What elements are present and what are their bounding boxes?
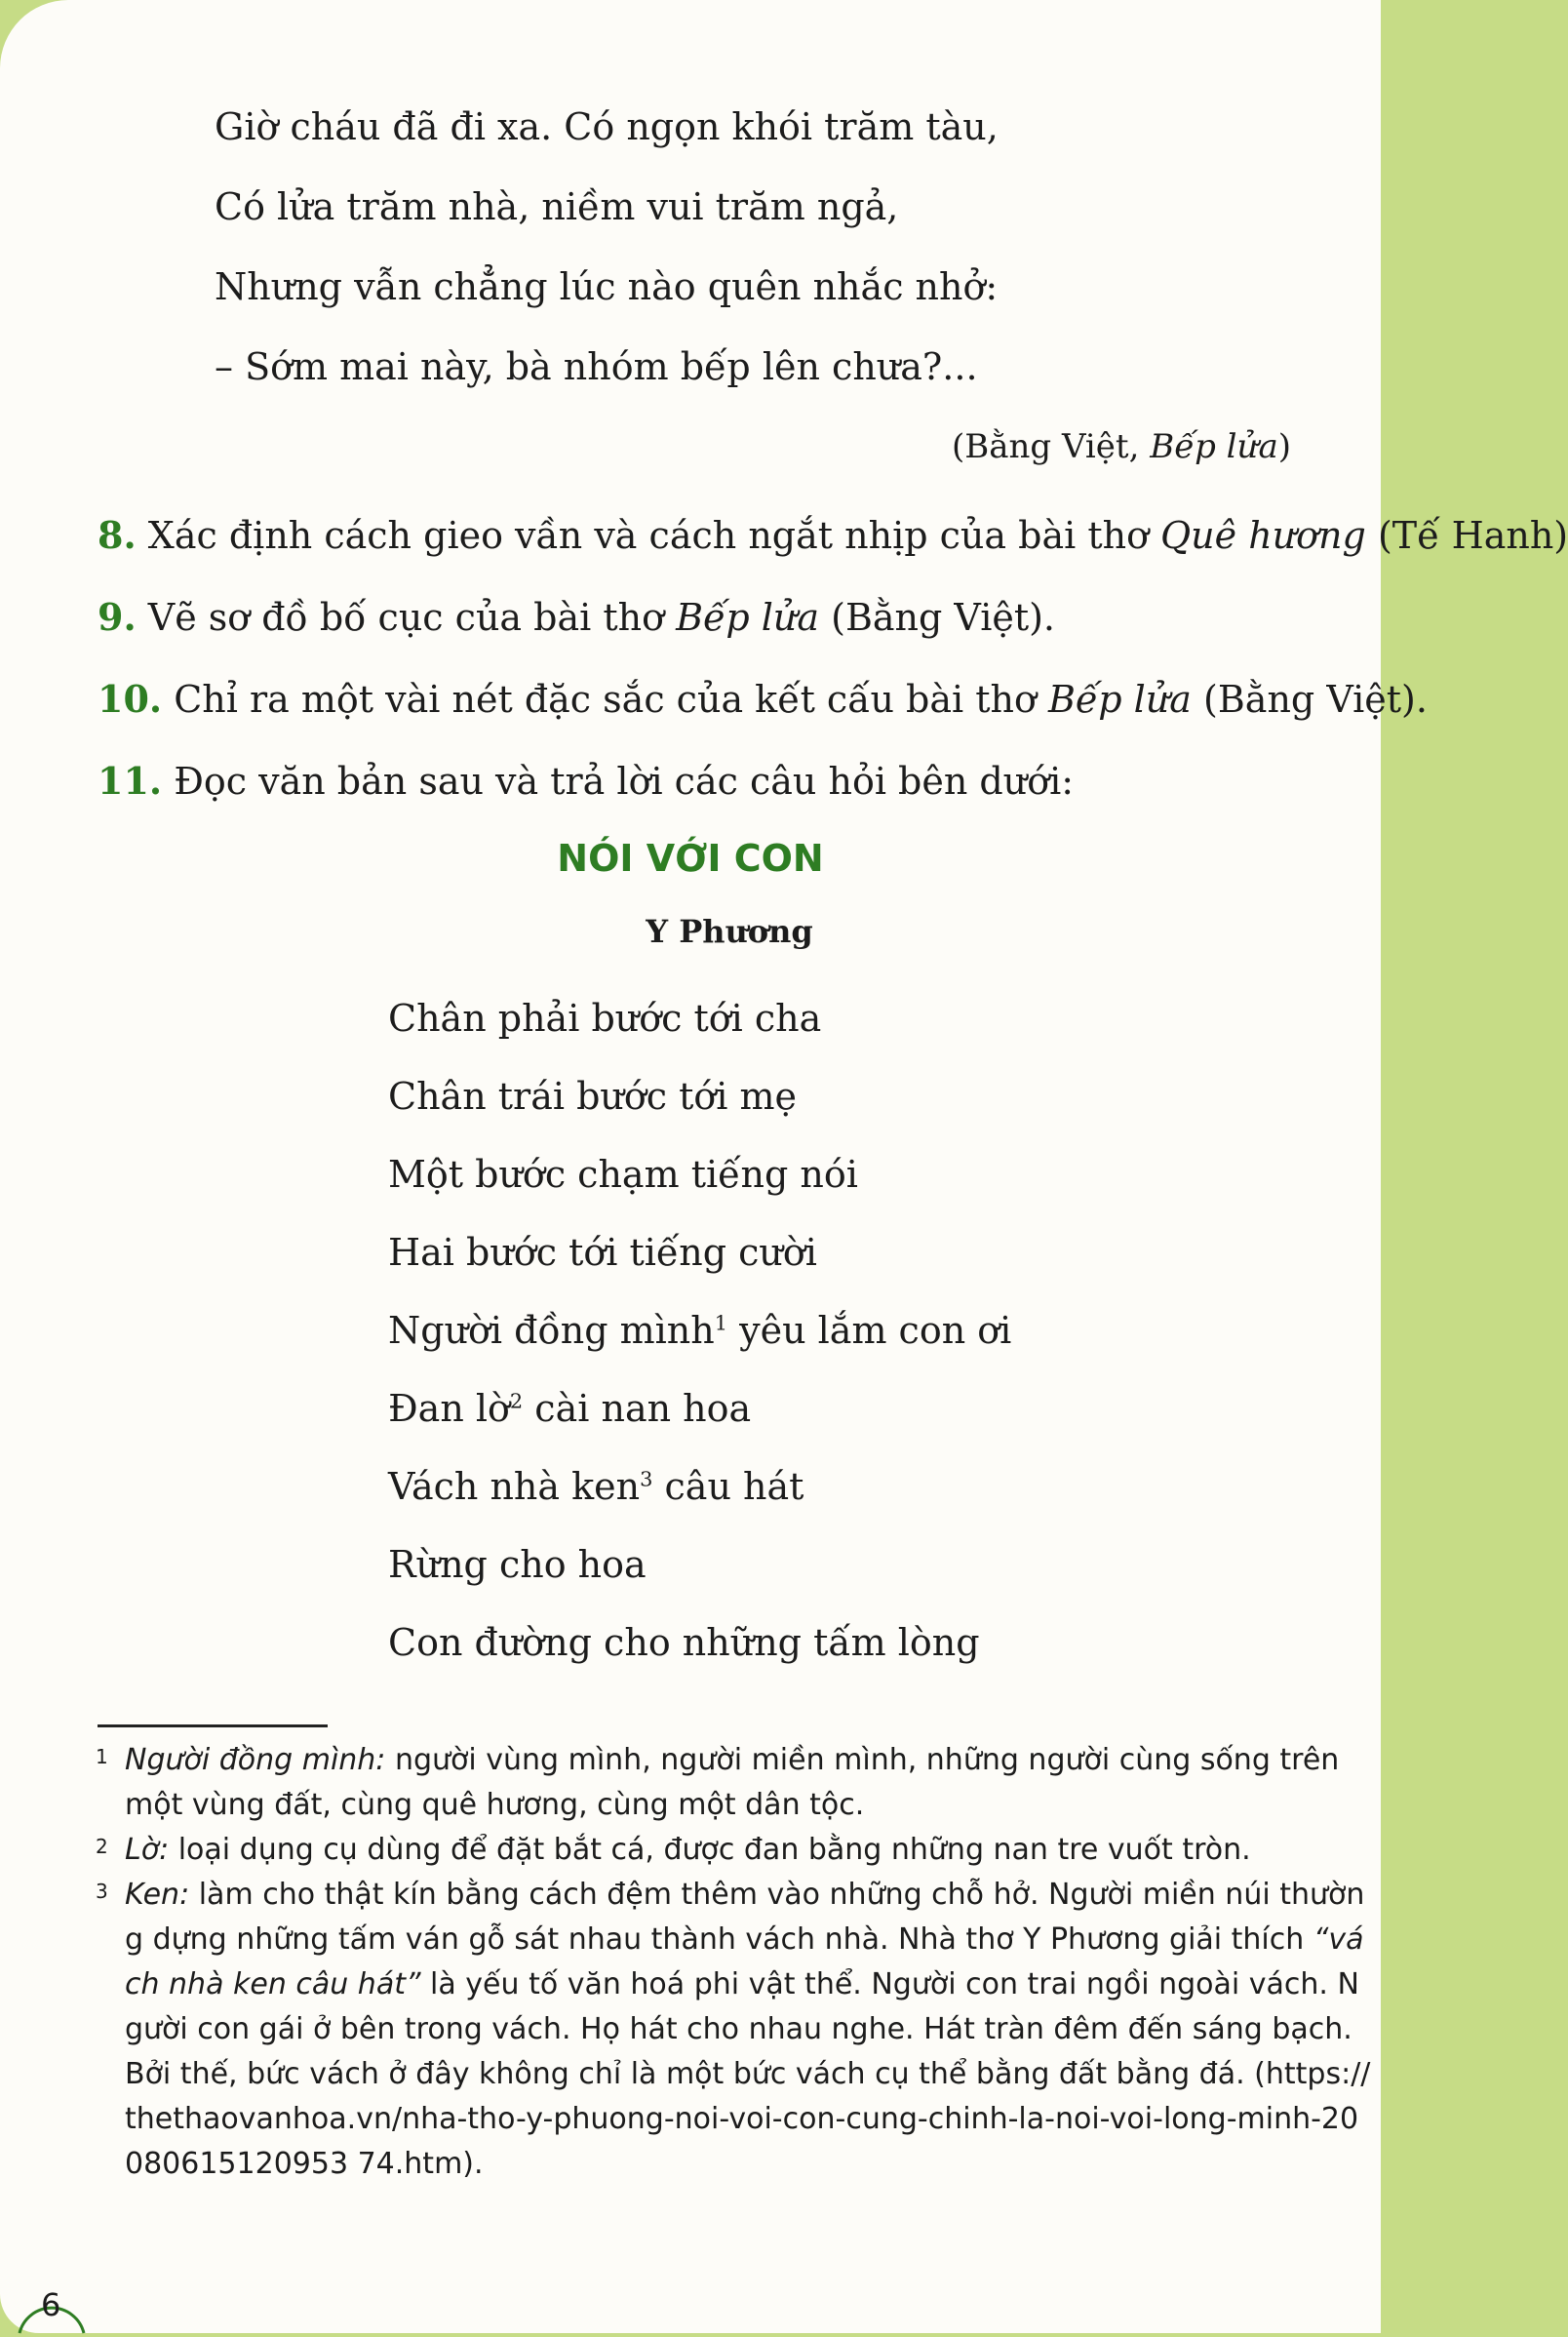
poem-line: Con đường cho những tấm lòng [388, 1621, 980, 1664]
excerpt-line: Giờ cháu đã đi xa. Có ngọn khói trăm tàu, [215, 105, 999, 148]
page-number: 6 [41, 2286, 61, 2323]
footnote-2: 2 Lờ: loại dụng cụ dùng để đặt bắt cá, được đan bằng những nan tre vuốt tròn. [96, 1833, 1251, 1867]
poem-author: Y Phương [646, 913, 813, 950]
question-8: 8. Xác định cách gieo vần và cách ngắt nhịp của bài thơ Quê hương (Tế Hanh) [98, 513, 1568, 557]
poem-line: Người đồng mình$^1$ yêu lắm con ơi [388, 1309, 1012, 1352]
poem-line: Chân phải bước tới cha [388, 997, 822, 1040]
poem-line: Hai bước tới tiếng cười [388, 1231, 817, 1274]
poem-line: Đan lờ$^2$ cài nan hoa [388, 1387, 752, 1430]
page-number-badge [14, 2269, 90, 2333]
poem-line: Vách nhà ken$^3$ câu hát [388, 1465, 804, 1508]
poem-line: Một bước chạm tiếng nói [388, 1153, 858, 1196]
question-9: 9. Vẽ sơ đồ bố cục của bài thơ Bếp lửa (Bằng Việt). [98, 595, 1056, 639]
excerpt-citation: (Bằng Việt, Bếp lửa) [951, 427, 1291, 466]
question-10: 10. Chỉ ra một vài nét đặc sắc của kết cấu bài thơ Bếp lửa (Bằng Việt). [98, 677, 1428, 721]
footnote-divider [98, 1724, 328, 1727]
excerpt-line: Nhưng vẫn chẳng lúc nào quên nhắc nhở: [215, 265, 999, 308]
excerpt-line: – Sớm mai này, bà nhóm bếp lên chưa?... [215, 345, 978, 388]
poem-title: NÓI VỚI CON [557, 837, 824, 880]
poem-line: Rừng cho hoa [388, 1543, 647, 1586]
poem-line: Chân trái bước tới mẹ [388, 1075, 798, 1118]
excerpt-line: Có lửa trăm nhà, niềm vui trăm ngả, [215, 185, 899, 228]
footnote-1: 1 Người đồng mình: người vùng mình, người miền mình, những người cùng sống trên một vùng đất, cùng quê hương, cùng một dân tộc. [96, 1743, 1340, 1822]
footnote-3: 3 Ken: làm cho thật kín bằng cách đệm thêm vào những chỗ hở. Người miền núi thường dựng những tấm ván gỗ sát nhau thành vách nhà. Nhà thơ Y Phương giải thích “vách nhà ken câu hát” là yếu tố văn hoá phi vật thể. Người con trai ngồi ngoài vách. Người con gái ở bên trong vách. Họ hát cho nhau nghe. Hát tràn đêm đến sáng bạch. Bởi thế, bức vách ở đây không chỉ là một bức vách cụ thể bằng đất bằng đá. (https://thethaovanhoa.vn/nha-tho-y-phuong-noi-voi-con-cung-chinh-la-noi-voi-long-minh-20080615120953 74.htm). [96, 1878, 1371, 2181]
question-11: 11. Đọc văn bản sau và trả lời các câu hỏi bên dưới: [98, 759, 1075, 803]
